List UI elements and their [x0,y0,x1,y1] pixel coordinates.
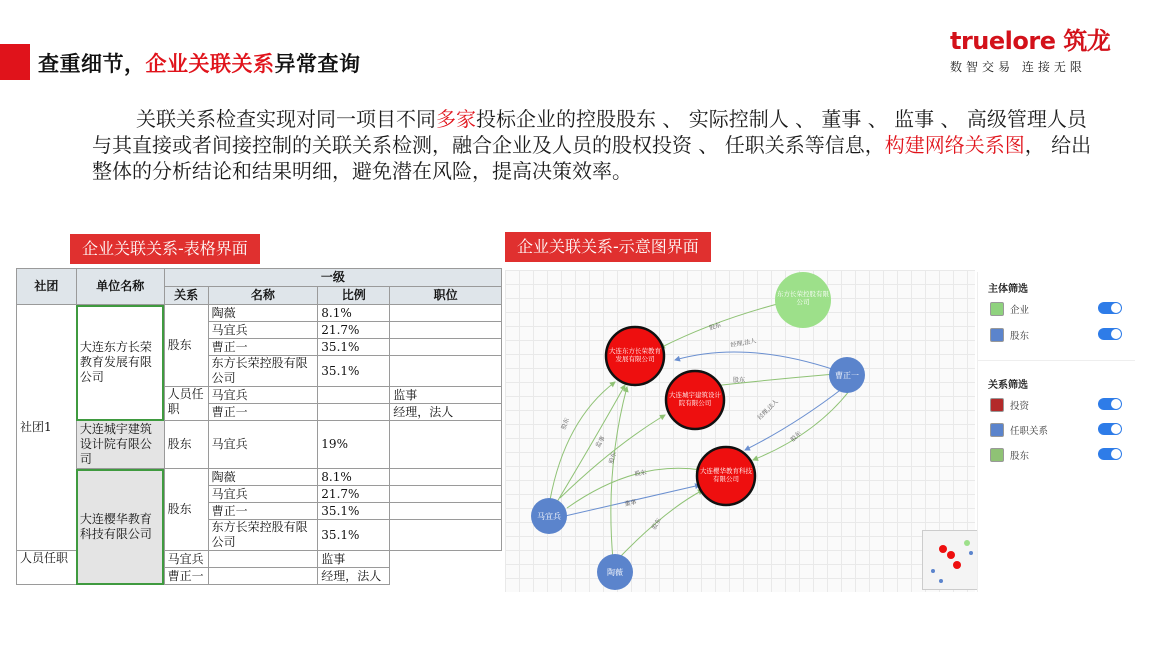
edge-label: 股东 [560,416,571,431]
club-cell: 社团1 [17,305,77,551]
staff-name: 曹正一 [208,404,318,421]
title-part-2: 企业关联关系 [145,52,275,76]
edge-label: 经理,法人 [730,337,757,349]
relation-graph[interactable] [505,270,975,592]
check-icon[interactable] [990,328,1004,342]
shareholder-ratio: 8.1% [318,305,390,322]
node-cao-label: 曹正一 [835,371,859,380]
table-view-label: 企业关联关系-表格界面 [70,234,260,264]
node-ma-label: 马宜兵 [537,512,561,521]
check-icon[interactable] [990,423,1004,437]
shareholder-name: 东方长荣控股有限公司 [208,520,318,551]
staff-name: 马宜兵 [208,387,318,404]
desc-text-3: ， 给出整体的分析结论和结果明细，避免潜在风险，提高决策效率。 [92,133,1092,183]
staff-relation-cell: 人员任职 [17,551,77,585]
toggle-switch[interactable] [1098,328,1122,340]
staff-position: 经理，法人 [390,404,502,421]
header-relation: 关系 [164,287,208,305]
edge-label: 股东 [789,429,803,444]
edge-cao-yinghua-2 [753,390,850,460]
edge-tao-dongfang [611,387,627,560]
staff-position: 经理，法人 [318,568,390,585]
header-name: 名称 [208,287,318,305]
title-accent-bar [0,44,30,80]
header-unit: 单位名称 [76,269,164,305]
graph-minimap[interactable] [922,530,982,590]
shareholder-ratio: 35.1% [318,356,390,387]
edge-label: 经理,法人 [756,398,780,422]
edge-cao-dongfang [675,352,835,370]
relation-cell: 股东 [164,421,208,469]
divider [978,360,1135,361]
shareholder-name: 马宜兵 [208,322,318,339]
shareholder-name: 马宜兵 [208,486,318,503]
toggle-switch[interactable] [1098,448,1122,460]
node-tao-label: 陶薇 [607,568,623,577]
filter-relation-shareholder[interactable] [990,446,1130,464]
node-holding-label: 东方长荣控股有限公司 [777,290,829,306]
relation-cell: 股东 [164,305,208,387]
shareholder-ratio: 8.1% [318,469,390,486]
page-title [38,48,361,78]
shareholder-ratio: 35.1% [318,503,390,520]
edge-label: 股东 [708,321,723,332]
company-cell: 大连樱华教育科技有限公司 [76,469,164,585]
relation-cell: 股东 [164,469,208,551]
subject-filter-title: 主体筛选 [988,284,1028,295]
edge-label: 董事 [623,498,638,508]
edge-label: 监事 [594,435,607,449]
relation-filter-title: 关系筛选 [988,380,1028,391]
description-paragraph [92,106,1092,184]
shareholder-name: 陶薇 [208,469,318,486]
filter-label: 股东 [1010,451,1030,462]
edge-label: 股东 [650,517,663,531]
filter-label: 股东 [1010,331,1030,342]
title-part-1: 查重细节， [38,52,146,76]
filter-label: 企业 [1010,305,1030,316]
company-cell: 大连城宇建筑设计院有限公司 [76,421,164,469]
check-icon[interactable] [990,302,1004,316]
node-yinghua-label: 大连樱华教育科技有限公司 [700,467,752,483]
filter-label: 投资 [1010,401,1030,412]
shareholder-ratio: 21.7% [318,486,390,503]
node-chengyu-label: 大连城宇建筑设计院有限公司 [669,391,721,407]
toggle-switch[interactable] [1098,398,1122,410]
staff-name: 马宜兵 [164,551,208,568]
desc-text-2: 投标企业的控股股东 、 实际控制人 、 董事 、 监事 、 高级管理人员与其直接或者间接控制的关联关系检测，融合企业及人员的股权投资 、 任职关系等信息， [92,107,1087,157]
edge-holding-dongfang [660,302,785,348]
header-level1: 一级 [164,269,501,287]
shareholder-name: 东方长荣控股有限公司 [208,356,318,387]
staff-name: 曹正一 [164,568,208,585]
relation-table [16,268,502,585]
filter-label: 任职关系 [1010,426,1049,437]
header-ratio: 比例 [318,287,390,305]
filter-relation-employment[interactable] [990,421,1130,439]
shareholder-name: 曹正一 [208,339,318,356]
staff-relation-cell: 人员任职 [164,387,208,421]
company-cell: 大连东方长荣教育发展有限公司 [76,305,164,421]
desc-red-1: 多家 [436,107,476,131]
title-part-3: 异常查询 [274,52,361,76]
shareholder-ratio: 21.7% [318,322,390,339]
shareholder-name: 曹正一 [208,503,318,520]
toggle-switch[interactable] [1098,423,1122,435]
shareholder-name: 马宜兵 [208,421,318,469]
edge-label: 股东 [733,377,746,384]
logo-wordmark: truelore 筑龙 [950,27,1111,55]
node-dongfang-label: 大连东方长荣教育发展有限公司 [609,347,661,363]
toggle-switch[interactable] [1098,302,1122,314]
filter-panel [977,272,1135,592]
desc-text-1: 关联关系检查实现对同一项目不同 [136,107,436,131]
brand-logo [950,27,1111,75]
header-club: 社团 [17,269,77,305]
desc-red-2: 构建网络关系图 [884,133,1025,157]
check-icon[interactable] [990,448,1004,462]
filter-relation-invest[interactable] [990,396,1130,414]
shareholder-ratio: 35.1% [318,520,390,551]
edge-label: 股东 [608,451,619,465]
filter-subject-shareholder[interactable] [990,326,1130,344]
header-position: 职位 [390,287,502,305]
shareholder-ratio: 19% [318,421,390,469]
edge-label: 股东 [634,468,648,478]
shareholder-ratio: 35.1% [318,339,390,356]
table-row [17,469,502,486]
table-row [17,305,502,322]
filter-subject-company[interactable] [990,300,1130,318]
logo-slogan: 数智交易 连接无限 [950,60,1086,74]
check-icon[interactable] [990,398,1004,412]
table-row [17,421,502,469]
staff-position: 监事 [318,551,390,568]
shareholder-name: 陶薇 [208,305,318,322]
minimap-drawing [923,531,981,589]
graph-view-label: 企业关联关系-示意图界面 [505,232,711,262]
staff-position: 监事 [390,387,502,404]
